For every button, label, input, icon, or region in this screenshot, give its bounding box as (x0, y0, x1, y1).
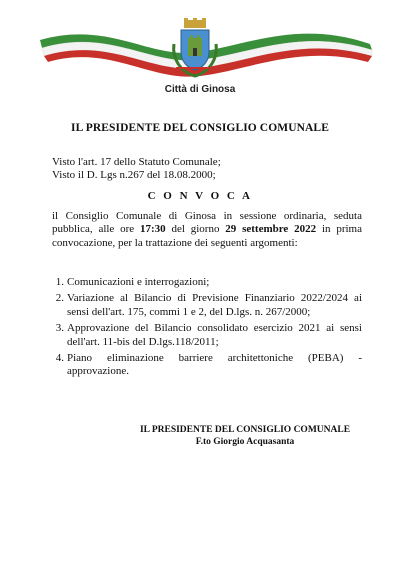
agenda-item (52, 322, 362, 349)
intro-text: del giorno (165, 223, 226, 236)
legal-references (52, 156, 352, 182)
city-crest-icon (166, 18, 224, 82)
document-title: IL PRESIDENTE DEL CONSIGLIO COMUNALE (71, 122, 329, 134)
reference-line: Visto l'art. 17 dello Statuto Comunale; (52, 156, 221, 168)
signature-name: F.to Giorgio Acquasanta (195, 437, 295, 447)
convocation-paragraph (52, 210, 362, 250)
agenda-item (52, 292, 362, 319)
agenda-number: 3. (55, 322, 64, 335)
intro-text: in prima convocazione, per la trattazione dei seguenti argomenti: (52, 223, 362, 249)
letterhead (0, 0, 400, 110)
agenda-text: Piano eliminazione barriere architettoniche (PEBA) - approvazione. (67, 352, 362, 378)
intro-text: il Consiglio Comunale di Ginosa in sessione ordinaria, seduta pubblica, alle ore (52, 210, 362, 236)
convoca-heading: C O N V O C A (147, 190, 253, 202)
agenda-number: 2. (55, 292, 64, 305)
reference-line: Visto il D. Lgs n.267 del 18.08.2000; (52, 169, 216, 181)
agenda-text: Comunicazioni e interrogazioni; (67, 276, 210, 288)
agenda-item (52, 276, 362, 289)
agenda-item (52, 352, 362, 379)
meeting-date: 29 settembre 2022 (225, 223, 317, 236)
agenda-text: Variazione al Bilancio di Previsione Finanziario 2022/2024 ai sensi dell'art. 175, commi 1 e 2, del D.lgs. n. 267/2000; (67, 292, 362, 318)
meeting-time: 17:30 (140, 223, 166, 236)
agenda-list (52, 276, 362, 382)
city-name: Città di Ginosa (164, 84, 236, 95)
agenda-text: Approvazione del Bilancio consolidato esercizio 2021 ai sensi dell'art. 11-bis del D.lgs.118/2011; (67, 322, 362, 348)
signature-block (0, 424, 400, 448)
agenda-number: 4. (55, 352, 64, 365)
agenda-number: 1. (55, 276, 64, 288)
signature-role: IL PRESIDENTE DEL CONSIGLIO COMUNALE (139, 425, 351, 435)
